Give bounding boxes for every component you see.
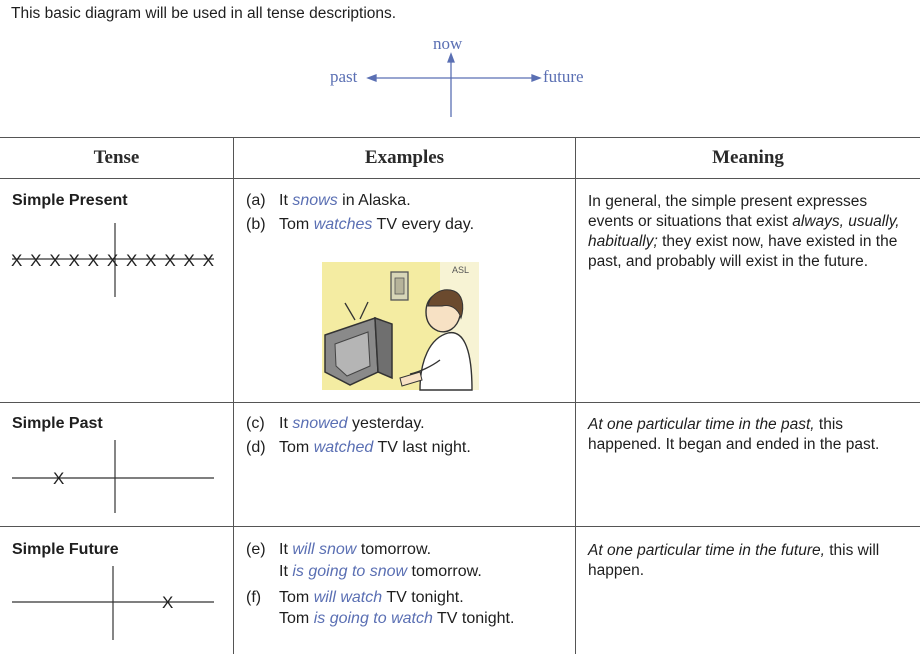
example-d: (d) Tom watched TV last night. [246, 439, 471, 456]
person-watching-tv-icon [322, 262, 479, 390]
row-2-bottom-rule [0, 526, 920, 527]
now-arrow-icon [448, 54, 454, 62]
simple-past-mark: X [53, 469, 65, 488]
example-c: (c) It snowed yesterday. [246, 415, 425, 432]
timeline-diagram [368, 54, 540, 117]
example-b: (b) Tom watches TV every day. [246, 216, 475, 233]
past-arrow-icon [368, 75, 376, 81]
meaning-simple-future: At one particular time in the future, this will happen. [588, 542, 880, 579]
illustration-sign: ASL [452, 265, 470, 275]
row-1-bottom-rule [0, 402, 920, 403]
header-bottom-rule [0, 178, 920, 179]
simple-future-diagram [12, 566, 214, 640]
example-e-alt: It is going to snow tomorrow. [279, 563, 482, 580]
tense-simple-past: Simple Past [12, 415, 103, 432]
intro-text: This basic diagram will be used in all tense descriptions. [11, 5, 397, 22]
timeline-past-label: past [330, 67, 358, 86]
column-divider-2 [575, 137, 576, 654]
header-tense: Tense [93, 147, 140, 168]
example-a: (a) It snows in Alaska. [246, 192, 411, 209]
meaning-simple-past: At one particular time in the past, this happened. It began and ended in the past. [588, 416, 880, 453]
example-f: (f) Tom will watch TV tonight. [246, 589, 464, 606]
timeline-now-label: now [433, 34, 463, 53]
meaning-simple-present: In general, the simple present expresses events or situations that exist always, usually, habitually; they exist now, have existed in the past, and probably will exist in the future. [588, 193, 900, 270]
tense-simple-present: Simple Present [12, 192, 128, 209]
header-meaning: Meaning [712, 147, 784, 168]
future-arrow-icon [532, 75, 540, 81]
simple-past-diagram [12, 440, 214, 513]
timeline-future-label: future [543, 67, 584, 86]
tense-simple-future: Simple Future [12, 541, 119, 558]
header-examples: Examples [364, 147, 445, 168]
simple-present-marks: X X X X X X X X X X X [11, 251, 214, 270]
example-e: (e) It will snow tomorrow. [246, 541, 432, 558]
example-f-alt: Tom is going to watch TV tonight. [279, 610, 515, 627]
simple-future-mark: X [162, 593, 174, 612]
column-divider-1 [233, 137, 234, 654]
table-top-rule [0, 137, 920, 138]
